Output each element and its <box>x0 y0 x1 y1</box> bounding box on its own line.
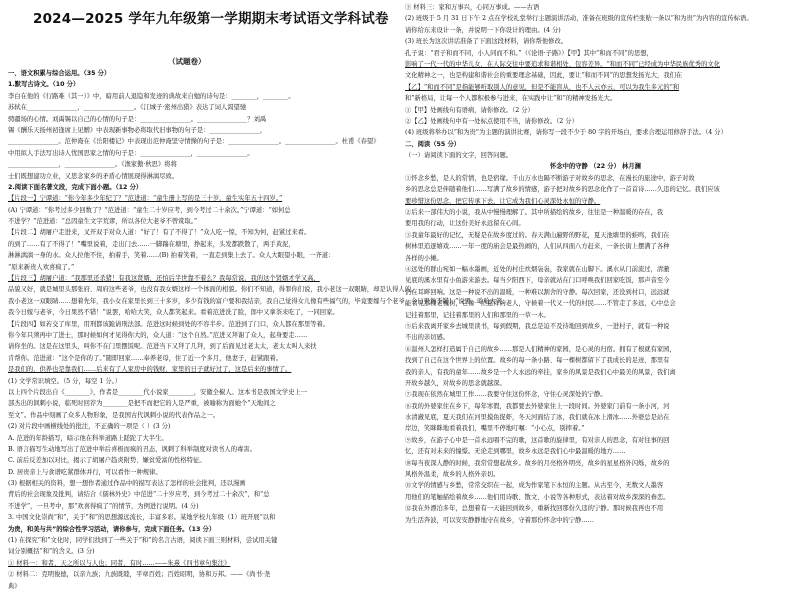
text-line: 士们既想建功立业，又思念家乡的矛盾心情展现得淋漓尽致。 <box>8 172 179 180</box>
text-line: A. 范进的年龄描写，暗示他在科举道路上蹉跎了大半生。 <box>8 434 168 442</box>
text-line: D. 居贵亲上与食谱吃紧群体并行，可以看作一种规律。 <box>8 468 162 476</box>
text-line: ⑩每当夜深人静的时候，我常常想起故乡。故乡的月亮格外明亮，故乡的星星格外闪烁，故乡的 <box>405 459 670 467</box>
text-line: 3. 中国文化崇尚“和”，关于“和”的思想源远流长，丰富多彩。某地学校九年级（1）班开展“以和 <box>8 514 276 522</box>
text-line: 我小老这一双眼睛……想着先年，我小女在家里长到三十多岁，多少有钱的富户要和我结亲，我自己觉得女儿像有些福气的，毕竟要嫁与个老爷，今日果然不错！”说罢，哈哈大笑。 <box>8 297 509 305</box>
text-line: 李白在他的《行路难（其一）》中，暗用前人退隐和发迹的典故来自勉的诗句是：________，________。 <box>8 92 295 100</box>
text-line: ②后来一部伟大的小说，我从中慢慢理解了。其中所描绘的故乡，往往是一种温暖的存在，我 <box>405 209 664 217</box>
text-line: 不进学？”范进道：“总因童生文字荒谬，所以各位大老爷不曾赏取。” <box>8 218 198 226</box>
text-line: 中用拟人手法写出诗人忧国思家之情的句子是：________________，________________。 <box>8 149 254 157</box>
text-line: 我的亲人，有我的童年……故乡是一个人永远的牵挂，家乡的风景是我们心中最美的风景，我们离 <box>405 368 676 376</box>
text-line: 记挂着那里，记挂着那里的人们和那里的一草一木。 <box>405 311 550 319</box>
text-line: 乡的思念总是伴随着他们……写满了故乡的情感，游子把对故乡的思念化作了一首首诗……久违的记忆。我们应该 <box>405 186 720 194</box>
text-line: 背后的社会现象及批判，请结合《儒林外史》中范进“二十岁应考，到今考过二十余次”，和“总 <box>8 491 270 499</box>
text-line: ⑤后来我离开家乡去城里读书，每到假期，我总是迫不及待地回到故乡，一进村子，就有一种说 <box>405 322 670 330</box>
text-line: 是我们的，供养也是靠我们……后来有了人家房中的钱财，家里的日子就好过了，这是后来的事情了。 <box>8 366 292 374</box>
text-line: ________________，________________。《渔家傲·秋思》将将 <box>8 161 177 169</box>
text-line: 【片段四】如若交了库里，用刑都该跪请刑法部。范进这时候到处的不容半步。范进到了门口，众人都在那里等着。 <box>8 320 330 328</box>
text-line: ⑧我的外婆家住在乡下，每年寒假，我都要去外婆家住上一段时间。外婆家门前有一条小河，河 <box>405 402 670 410</box>
text-line: 【片段三】胡屠户道：“我那里还杀猪！有我这贤婿，还怕后半世靠不着么？我每常说，我的这个贤婿才学又高， <box>8 275 320 283</box>
text-line: 淋淋漓漓一身的水。众人拉他不住，拍着手，笑着……(B) 拍着笑着，一直走到集上去了。众人大眼望小眼，一齐道： <box>8 252 335 260</box>
text-line: (4) 班级将举办以“和为贵”为主题的演讲比赛，请你写一段不少于 80 字的开场白，要求合理运用修辞手法。（4 分） <box>405 129 727 137</box>
article-title: 怀念中的守静 （22 分） 林月澜 <box>550 163 641 171</box>
text-line: 为生活奔波，可以安安静静地守在故乡，守着那份怀念中的宁静…… <box>405 516 594 524</box>
text-line: (3) 班长为这次讲话准备了下面这段材料，请你帮他修改。 <box>405 38 568 46</box>
text-line: 肯帮你。范进道：“这个是你的了。”随即回家……奉养老母，住了近一个多月，他妻子，赶紧跟着。 <box>8 354 283 362</box>
exam-subtitle: （试题卷） <box>168 57 206 66</box>
text-line: 【乙】“和而不同”是指能够听取别人的意见，但是不能盲从，也不人云亦云，可以为我生多元的“和 <box>405 83 680 91</box>
text-line: (2) 对片段中画横线处的批注，不正确的一项是（ ）(3 分) <box>8 423 171 431</box>
right-text-block <box>405 2 786 526</box>
text-line: ①【甲】处画线句有语病，请你修改。（2 分） <box>405 106 534 114</box>
text-line: 风格外温柔，故乡的人格外亲切。 <box>405 471 500 479</box>
text-line: 【片段一】宁谭道：“你今年多少年纪了？”范进道：“童生册上写的是三十岁，童生实年五十四岁。” <box>8 195 283 203</box>
text-line: 我今日嫁与老爷，今日果然不错！”说罢，哈哈大笑，众人都笑起来。看着范进洗了脸，郎中又拿茶来吃了，一同回家。 <box>8 309 339 317</box>
section-heading: 为贵，和美与共”的综合性学习活动，请你参与，完成下面任务。（13 分） <box>8 525 216 533</box>
text-line: C. 前后反差加以对比，揭示了胡屠户趋炎附势、嫌贫爱富的性格特征。 <box>8 457 206 465</box>
text-line: 以上四个片段出自《________》，作者是________代小说家________，安徽全椒人。这本书是我国文学史上一 <box>8 388 308 396</box>
text-line: 影响了一代一代的中华儿女，在人际交往中要追求和谐相处、包容差异。“和而不同”已经成为中华民族优秀的文化 <box>405 60 720 68</box>
text-line: ________________。范仲淹在《岳阳楼记》中表现出范仲淹坚守情操的句子是：________________。________________。杜甫《春望》 <box>8 138 380 146</box>
section-heading: 二、阅读（55 分） <box>405 140 461 148</box>
text-line: ③ 材料三：家和万事兴，心同万事成。——古语 <box>405 4 540 11</box>
text-line: ①怀念乡愁，是人的常情，也是宿缘。千山万水也隔不断游子对故乡的思念，在漫长的旅途中，游子对故 <box>405 174 695 182</box>
exam-title: 2024—2025 学年九年级第一学期期末考试语文学科试卷 <box>33 11 389 27</box>
text-line: (3) 根据相关的资料，想一想作者通过作品中的描写表达了怎样的社会批判，还以漫画 <box>8 480 246 488</box>
text-line: 见底的溪水里有小鱼游来游去。每当夕阳西下，母亲就站在门口呼唤我们回家吃饭，那声音至今 <box>405 277 670 285</box>
text-line: 部杰出的讽刺小说，临死时回荐为________是把不而把它的人是严重，被喻称为面她个“天地间之 <box>8 400 276 408</box>
text-line: ② 材料二：克明俊德，以亲九族；九族既睦，平章百姓；百姓昭明，协和万邦。——《尚书·尧 <box>8 571 271 579</box>
text-line: (1) 在探究“和”文化时，同学们找到了一些关于“和”的名言古语，阅读下面三则材料，尝试用关键 <box>8 537 278 545</box>
text-line: 孔子说：“君子和而不同，小人同而不和。”（《论语·子路》）【甲】其中“和而不同”的思想， <box>405 49 653 57</box>
text-line: 请你坐的。这是在这里头，叫你不在门里摆饭呢。范进当下又拜了几拜，到了后面见过老太太，老太太叫人来扶 <box>8 343 317 351</box>
text-line: 开故乡越久，对故乡的思念就越深。 <box>405 379 506 387</box>
text-line: ⑫我在外漂泊多年，总想着有一天能回到故乡，重新找回那份久违的宁静。那时候我再也不用 <box>405 505 664 513</box>
text-line: 各样的小摊。 <box>405 254 443 262</box>
text-line: 树林里追逐嬉戏……一年一度的庙会是最热闹的，人们从四面八方赶来，一条长街上摆满了各种 <box>405 243 670 251</box>
text-line: 要珍惜这份思念，把它传承下去，让它成为我们心灵深处永恒的守静。 <box>405 197 601 205</box>
text-line: 的到了……有了不得了！”嘴里说着，走出门去……一脚踹在塘里，挣起来，头发都跌散了，两手黄泥， <box>8 240 295 248</box>
text-line: 锡《酬乐天扬州初逢席上见赠》中表现新事物必将取代旧事物的句子是：________________， <box>8 126 267 134</box>
section-heading: 2.阅读下面名著文段，完成下面小题。（12 分） <box>8 183 143 191</box>
text-line: 用他们的笔触描绘着故乡……他们用诗歌、散文、小说等各种形式，表达着对故乡深深的眷恋。 <box>405 493 670 501</box>
text-line: 品貌又好，就是城里头那张府、周府这些老爷，也没有我女婿这样一个体面的相貌。你们不知道，得罪你们说，我小老这一双眼睛，却是认得人的。 <box>8 286 418 294</box>
text-line: 仍在耳畔回响。这是一种说不出的温暖，一种难以割舍的守静。每次回家，还没到村口，远远就 <box>405 288 670 296</box>
text-line: 词分别概括“和”的含义。(3 分) <box>8 548 95 556</box>
text-line: 你今年只须再中了进士，那时候如何才见得你大的，众人道：“这个自然。”范进又拜谢了众人，起身要走…… <box>8 331 308 339</box>
section-heading: 1.默写古诗文。（10 分） <box>8 81 80 89</box>
text-line: “原来新贵人欢喜疯了。” <box>8 263 75 271</box>
text-line: ②【乙】处画线句中有一处标点使用不当，请你修改。（2 分） <box>405 117 578 125</box>
section-heading: 一、语文积累与综合运用。（35 分） <box>8 70 111 77</box>
text-line: ⑨故乡，在游子心中是一首永远唱不完的歌，这首歌的旋律里，有对亲人的思念，有对往事的回 <box>405 436 670 444</box>
text-line: (1) 文学常识填空。（5 分，每空 1 分。） <box>8 377 122 385</box>
text-line: （一）请阅读下面的文字，回答问题。 <box>405 152 513 160</box>
text-line: ⑪文学的情感与乡愁，常常交织在一起，成为作家笔下永恒的主题。从古至今，无数文人墨客 <box>405 482 664 490</box>
text-line: ⑥温州人怎样打造属于自己的故乡……那是人们精神的家园，是心灵的归宿。拥有了根就有家园， <box>405 345 676 353</box>
text-line: 要用我的行动，让这份美好永远留在心间。 <box>405 220 525 228</box>
text-line: ④远处的群山宛如一幅水墨画，近处的村庄炊烟袅袅，我家就在山脚下。溪水从门前流过，清澈 <box>405 265 670 273</box>
text-line: 不出的亲切感。 <box>405 334 450 342</box>
text-line: 典》 <box>8 582 21 590</box>
text-line: 【片段二】胡屠户走进来，叉开双手对众人道：“好了！有了不得了！”众人吃一惊，不知为何，赶紧过来看。 <box>8 229 311 237</box>
text-line: 岸边，笑眯眯地看着我们，嘴里不停地叮嘱：“小心点，别摔着。” <box>405 425 585 433</box>
text-line: ⑦我现在依然在城里工作……我要守住这份怀念，守住心灵深处的宁静。 <box>405 391 607 399</box>
text-line: 找到了自己在这个世界上的位置。故乡的每一条小路、每一棵树都留下了我成长的足迹，那里有 <box>405 357 670 365</box>
text-line: (2) 班级于 5 月 31 日下午 2 点在学校礼堂举行主题演讲活动，准备在班级的宣传栏张贴一条以“和为贵”为内容的宣传标语。 <box>405 15 753 23</box>
text-line: ① 材料一：和者，天之所以与人也；同者，有时……——朱熹《四书章句集注》 <box>8 559 231 567</box>
text-line: 能看见那棵老槐树，它像一位慈祥的老人，守候着一代又一代的村民……不管走了多远，心中总会 <box>405 300 676 308</box>
text-line: 至文”。作品中刻画了众多人物形象，是我国古代讽刺小说的代表作品之一。 <box>8 411 220 419</box>
text-line: 文化精神之一，也是构建和谐社会的重要理念基础，因此，要让“和而不同”的思想发扬光大，我们在 <box>405 72 683 80</box>
text-line: 骋疆场的心情。刘禹锡以自己的心情的句子是：________________。________________？刘禹 <box>8 115 267 123</box>
text-line: ③我童年最好的记忆，无疑是在故乡度过的。春天满山遍野的野花，夏天池塘里的蛙鸣，我们在 <box>405 231 670 239</box>
text-line: B. 语言描写生动地写出了范进中举后喜极而疯的丑态，讽刺了科举制度对读书人的毒害。 <box>8 445 256 453</box>
text-line: (A) 宁谭道：“你考过多少回数了？”范进道：“童生二十岁应考，到今考过二十余次。”宁谭道：“如何总 <box>8 206 291 214</box>
right-column <box>405 0 786 561</box>
text-line: 苏轼在________________，________________。《江城子·密州出猎》表达了词人渴望驰 <box>8 104 247 112</box>
text-line: 不进学”，一旦考中，那“欢喜得疯了”的情节，为例进行说明。(4 分) <box>8 502 199 510</box>
text-line: 和”新格局，让每一个人都积极参与进来，在实践中让“和”的精神发扬光大。 <box>405 95 617 103</box>
text-line: 忆，还有对未来的憧憬。无论走到哪里，故乡永远是我们心中最温暖的地方…… <box>405 448 626 456</box>
text-line: 水清澈见底，夏天我们在河里摸鱼捉虾，冬天河面结了冰，我们就在冰上滑冰……外婆总是站在 <box>405 414 670 422</box>
text-line: 请你给东来设计一条，并说明一下你设计的理由。(4 分) <box>405 26 561 34</box>
